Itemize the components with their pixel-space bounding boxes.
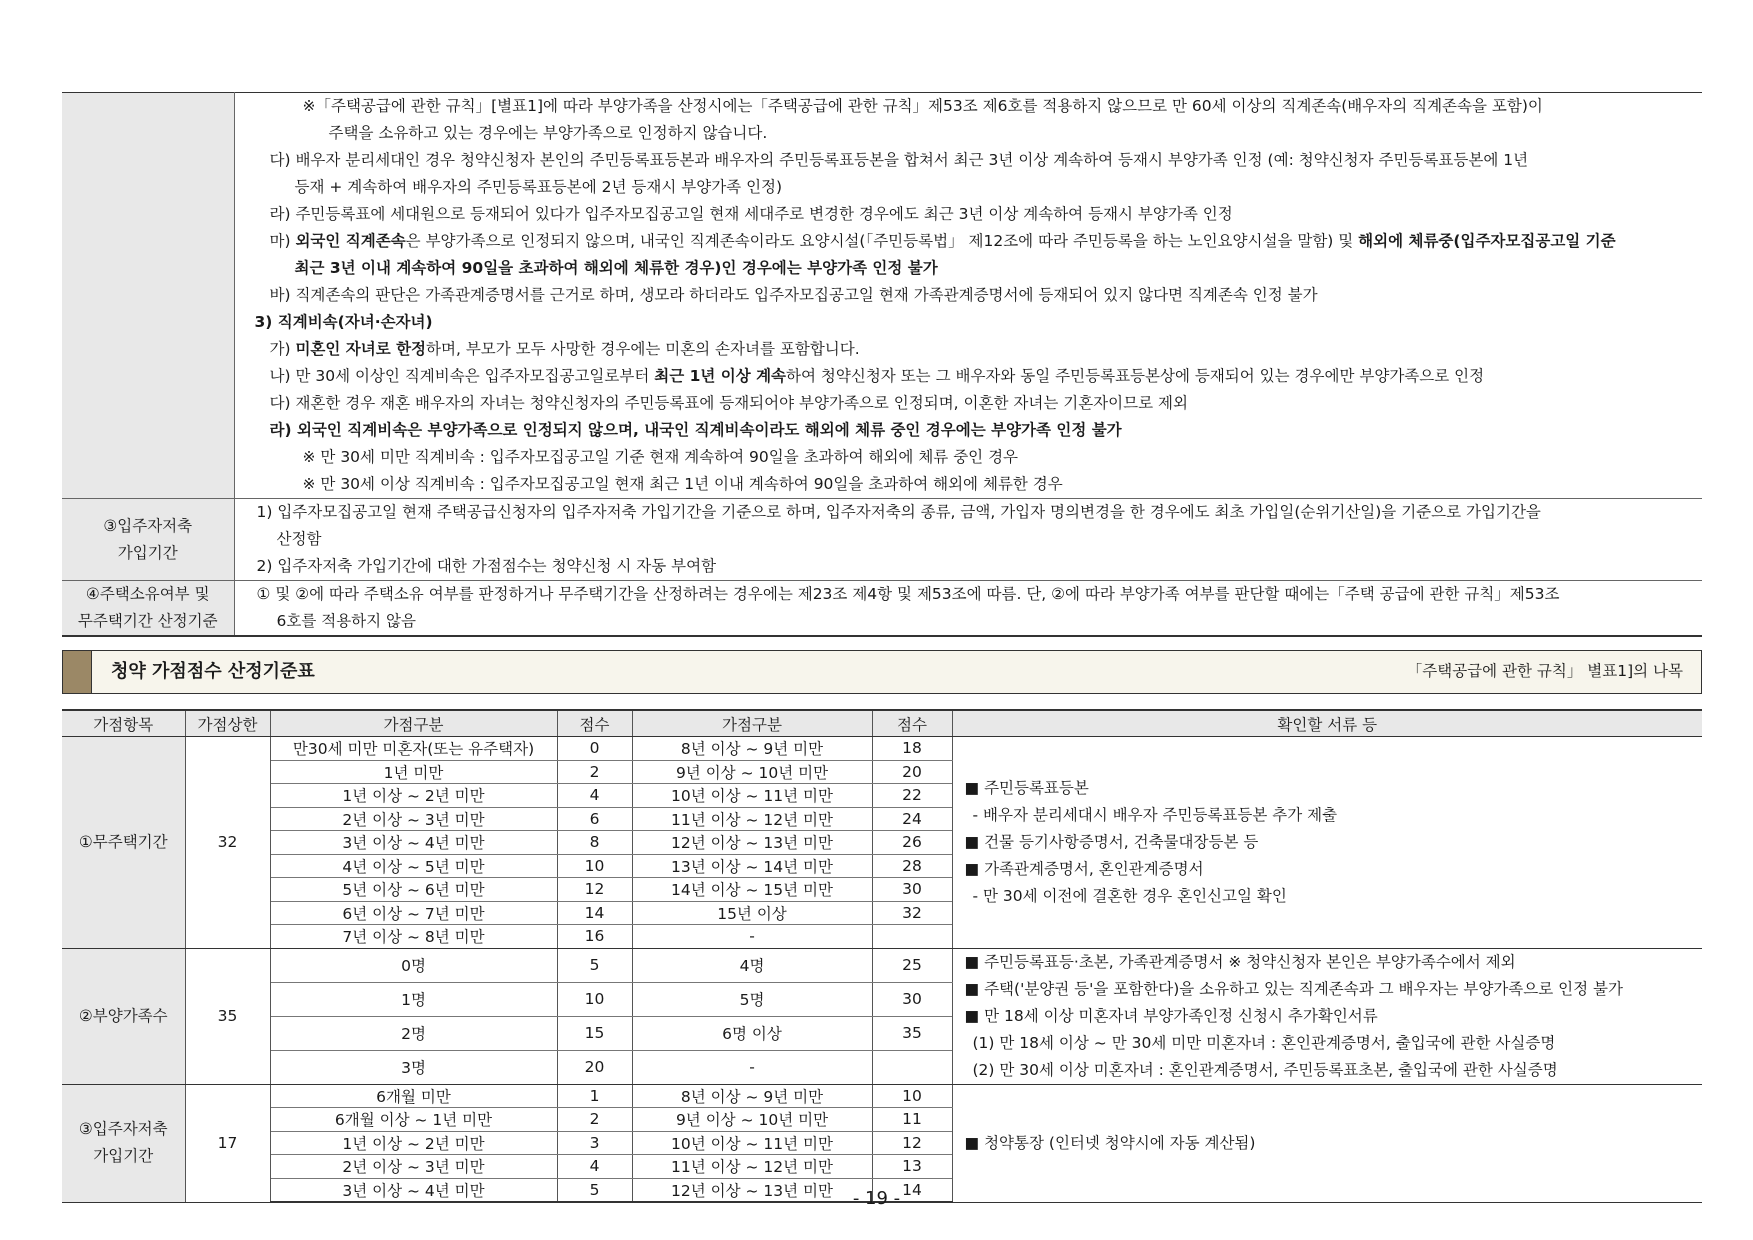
document-line: (1) 만 18세 이상 ~ 만 30세 미만 미혼자녀 : 혼인관계증명서, 출입국에 관한 사실증명 <box>972 1033 1556 1052</box>
rule-da-cont: 등재 + 계속하여 배우자의 주민등록표등본에 2년 등재시 부양가족 인정) <box>294 178 783 196</box>
cell-score-a: 6 <box>557 807 632 831</box>
cell-score-a: 14 <box>557 901 632 925</box>
ownership-label <box>62 581 234 637</box>
documents-cell <box>952 737 1702 949</box>
cell-score-b: 14 <box>872 1178 952 1202</box>
cell-score-b: 24 <box>872 807 952 831</box>
document-line: - 만 30세 이전에 결혼한 경우 혼인신고일 확인 <box>972 886 1287 905</box>
score-item-label-line: ③입주자저축 <box>78 1120 168 1138</box>
cell-category-b: 11년 이상 ~ 12년 미만 <box>632 1155 872 1179</box>
cell-category-b: 8년 이상 ~ 9년 미만 <box>632 737 872 761</box>
document-line: (2) 만 30세 이상 미혼자녀 : 혼인관계증명서, 주민등록표초본, 출입국에 관한 사실증명 <box>972 1060 1558 1079</box>
score-table <box>62 709 1702 1203</box>
cell-score-b: 30 <box>872 982 952 1016</box>
section-reference: 「주택공급에 관한 규칙」 별표1]의 나목 <box>1406 662 1683 680</box>
header-cap: 가점상한 <box>185 710 270 737</box>
note-under-30: ※ 만 30세 미만 직계비속 : 입주자모집공고일 기준 현재 계속하여 90일을 초과하여 해외에 체류 중인 경우 <box>302 448 1019 466</box>
cell-category-b: 13년 이상 ~ 14년 미만 <box>632 854 872 878</box>
header-item: 가점항목 <box>62 710 185 737</box>
header-documents: 확인할 서류 등 <box>952 710 1702 737</box>
score-item-label <box>62 737 185 949</box>
cell-score-b <box>872 1050 952 1084</box>
cell-score-a: 5 <box>557 948 632 982</box>
cell-category-a: 3년 이상 ~ 4년 미만 <box>270 831 557 855</box>
dependents-rules-cell <box>234 93 1702 499</box>
cell-category-a: 0명 <box>270 948 557 982</box>
savings-rules-cell <box>234 499 1702 581</box>
cell-category-a: 3년 이상 ~ 4년 미만 <box>270 1178 557 1202</box>
cell-category-a: 2명 <box>270 1016 557 1050</box>
cell-category-b: 9년 이상 ~ 10년 미만 <box>632 1108 872 1132</box>
document-line: ■ 주택('분양권 등'을 포함한다)을 소유하고 있는 직계존속과 그 배우자는 부양가족으로 인정 불가 <box>964 979 1623 998</box>
cell-category-b: - <box>632 1050 872 1084</box>
cell-category-a: 7년 이상 ~ 8년 미만 <box>270 925 557 949</box>
cell-score-a: 12 <box>557 878 632 902</box>
rule-ba: 바) 직계존속의 판단은 가족관계증명서를 근거로 하며, 생모라 하더라도 입주자모집공고일 현재 가족관계증명서에 등재되어 있지 않다면 직계존속 인정 불가 <box>269 286 1318 304</box>
rule-ga2: 가) 미혼인 자녀로 한정하며, 부모가 모두 사망한 경우에는 미혼의 손자녀를 포함합니다. <box>269 340 860 358</box>
cell-score-a: 1 <box>557 1084 632 1108</box>
score-table-header <box>62 710 1702 737</box>
cell-category-a: 1명 <box>270 982 557 1016</box>
cell-category-a: 1년 이상 ~ 2년 미만 <box>270 784 557 808</box>
rule-ma-cont: 최근 3년 이내 계속하여 90일을 초과하여 해외에 체류한 경우)인 경우에는 부양가족 인정 불가 <box>294 259 938 277</box>
cell-score-a: 5 <box>557 1178 632 1202</box>
score-cap: 32 <box>185 737 270 949</box>
section-marker <box>63 651 92 693</box>
score-item-label <box>62 948 185 1084</box>
header-score-b: 점수 <box>872 710 952 737</box>
cell-category-b: 9년 이상 ~ 10년 미만 <box>632 760 872 784</box>
cell-category-a: 2년 이상 ~ 3년 미만 <box>270 807 557 831</box>
cell-score-a: 10 <box>557 982 632 1016</box>
rule-da2: 다) 재혼한 경우 재혼 배우자의 자녀는 청약신청자의 주민등록표에 등재되어야 부양가족으로 인정되며, 이혼한 자녀는 기혼자이므로 제외 <box>269 394 1188 412</box>
cell-category-b: 4명 <box>632 948 872 982</box>
cell-category-b: 10년 이상 ~ 11년 미만 <box>632 1131 872 1155</box>
cell-category-a: 1년 미만 <box>270 760 557 784</box>
cell-category-b: 12년 이상 ~ 13년 미만 <box>632 831 872 855</box>
cell-category-b: 10년 이상 ~ 11년 미만 <box>632 784 872 808</box>
cell-score-a: 4 <box>557 1155 632 1179</box>
document-line: ■ 가족관계증명서, 혼인관계증명서 <box>964 859 1204 878</box>
rule-ra: 라) 주민등록표에 세대원으로 등재되어 있다가 입주자모집공고일 현재 세대주로 변경한 경우에도 최근 3년 이상 계속하여 등재시 부양가족 인정 <box>269 205 1233 223</box>
cell-score-a: 20 <box>557 1050 632 1084</box>
savings-rule-2: 2) 입주자저축 가입기간에 대한 가점점수는 청약신청 시 자동 부여함 <box>256 557 717 575</box>
cell-category-a: 4년 이상 ~ 5년 미만 <box>270 854 557 878</box>
cell-category-a: 6개월 미만 <box>270 1084 557 1108</box>
rule-da: 다) 배우자 분리세대인 경우 청약신청자 본인의 주민등록표등본과 배우자의 주민등록표등본을 합쳐서 최근 3년 이상 계속하여 등재시 부양가족 인정 (예: 청약신청자 주민등록표등본에 1년 <box>269 151 1529 169</box>
cell-score-b: 10 <box>872 1084 952 1108</box>
section-title: 청약 가점점수 산정기준표 <box>111 661 315 682</box>
rule-ma: 마) 외국인 직계존속은 부양가족으로 인정되지 않으며, 내국인 직계존속이라도 요양시설(「주민등록법」 제12조에 따라 주민등록을 하는 노인요양시설을 말함) 및 해외에 체류중(입주자모집공고일 기준 <box>269 232 1616 250</box>
documents-cell <box>952 1084 1702 1202</box>
cell-score-a: 8 <box>557 831 632 855</box>
cell-score-a: 10 <box>557 854 632 878</box>
document-line: ■ 만 18세 이상 미혼자녀 부양가족인정 신청시 추가확인서류 <box>964 1006 1378 1025</box>
table-row <box>62 1084 1702 1108</box>
document-line: ■ 건물 등기사항증명서, 건축물대장등본 등 <box>964 832 1259 851</box>
cell-score-b: 30 <box>872 878 952 902</box>
document-line: - 배우자 분리세대시 배우자 주민등록표등본 추가 제출 <box>972 805 1338 824</box>
ownership-label-line1: ④주택소유여부 및 <box>85 585 210 603</box>
cell-score-b: 18 <box>872 737 952 761</box>
ownership-rule-cont: 6호를 적용하지 않음 <box>276 612 417 630</box>
documents-cell <box>952 948 1702 1084</box>
cell-category-a: 6년 이상 ~ 7년 미만 <box>270 901 557 925</box>
cell-score-a: 2 <box>557 760 632 784</box>
page-number: - 19 - <box>852 1188 901 1209</box>
savings-label-line1: ③입주자저축 <box>103 516 193 535</box>
cell-category-b: 11년 이상 ~ 12년 미만 <box>632 807 872 831</box>
cell-score-b: 11 <box>872 1108 952 1132</box>
ownership-label-line2: 무주택기간 산정기준 <box>77 612 218 630</box>
cell-score-b: 13 <box>872 1155 952 1179</box>
cell-category-b: 15년 이상 <box>632 901 872 925</box>
cell-score-a: 15 <box>557 1016 632 1050</box>
cell-category-a: 6개월 이상 ~ 1년 미만 <box>270 1108 557 1132</box>
cell-score-a: 0 <box>557 737 632 761</box>
cell-score-b: 32 <box>872 901 952 925</box>
cell-score-b: 28 <box>872 854 952 878</box>
cell-score-b: 20 <box>872 760 952 784</box>
cell-score-a: 16 <box>557 925 632 949</box>
cell-score-a: 4 <box>557 784 632 808</box>
table-row <box>62 948 1702 982</box>
savings-label <box>62 499 234 581</box>
rule-na2: 나) 만 30세 이상인 직계비속은 입주자모집공고일로부터 최근 1년 이상 계속하여 청약신청자 또는 그 배우자와 동일 주민등록표등본상에 등재되어 있는 경우에만 부양가족으로 인정 <box>269 367 1485 385</box>
score-item-label <box>62 1084 185 1202</box>
rules-table <box>62 92 1702 637</box>
table-row <box>62 737 1702 761</box>
dependents-note: ※「주택공급에 관한 규칙」[별표1]에 따라 부양가족을 산정시에는「주택공급에 관한 규칙」제53조 제6호를 적용하지 않으므로 만 60세 이상의 직계존속(배우자의 직계존속을 포함)이 <box>302 97 1543 115</box>
document-line: ■ 주민등록표등본 <box>964 778 1089 797</box>
cell-score-b: 22 <box>872 784 952 808</box>
note-over-30: ※ 만 30세 이상 직계비속 : 입주자모집공고일 현재 최근 1년 이내 계속하여 90일을 초과하여 해외에 체류한 경우 <box>302 475 1063 493</box>
cell-category-a: 만30세 미만 미혼자(또는 유주택자) <box>270 737 557 761</box>
score-cap: 17 <box>185 1084 270 1202</box>
cell-category-b: 12년 이상 ~ 13년 미만 <box>632 1178 872 1202</box>
cell-category-a: 1년 이상 ~ 2년 미만 <box>270 1131 557 1155</box>
cell-category-a: 2년 이상 ~ 3년 미만 <box>270 1155 557 1179</box>
dependents-note-cont: 주택을 소유하고 있는 경우에는 부양가족으로 인정하지 않습니다. <box>328 124 768 142</box>
ownership-rules-cell <box>234 581 1702 637</box>
cell-category-b: 14년 이상 ~ 15년 미만 <box>632 878 872 902</box>
savings-rule-1: 1) 입주자모집공고일 현재 주택공급신청자의 입주자저축 가입기간을 기준으로 하며, 입주자저축의 종류, 금액, 가입자 명의변경을 한 경우에도 최초 가입일(순위기산일)을 기준으로 가입기간을 <box>256 503 1541 521</box>
header-category-b: 가점구분 <box>632 710 872 737</box>
cell-category-b: 6명 이상 <box>632 1016 872 1050</box>
savings-label-line2: 가입기간 <box>117 543 178 562</box>
cell-score-b: 25 <box>872 948 952 982</box>
score-item-label-line: ②부양가족수 <box>78 1006 168 1025</box>
cell-score-b <box>872 925 952 949</box>
cell-category-b: 5명 <box>632 982 872 1016</box>
document-line: ■ 청약통장 (인터넷 청약시에 자동 계산됨) <box>964 1133 1256 1152</box>
document-line: ■ 주민등록표등·초본, 가족관계증명서 ※ 청약신청자 본인은 부양가족수에서 제외 <box>964 952 1516 971</box>
score-cap: 35 <box>185 948 270 1084</box>
descendants-heading: 3) 직계비속(자녀·손자녀) <box>254 313 433 331</box>
cell-category-a: 3명 <box>270 1050 557 1084</box>
cell-category-b: - <box>632 925 872 949</box>
cell-score-b: 12 <box>872 1131 952 1155</box>
cell-score-a: 3 <box>557 1131 632 1155</box>
rule-ra2: 라) 외국인 직계비속은 부양가족으로 인정되지 않으며, 내국인 직계비속이라도 해외에 체류 중인 경우에는 부양가족 인정 불가 <box>269 421 1122 439</box>
cell-score-b: 35 <box>872 1016 952 1050</box>
score-item-label-line: ①무주택기간 <box>78 832 168 851</box>
ownership-rule: ① 및 ②에 따라 주택소유 여부를 판정하거나 무주택기간을 산정하려는 경우에는 제23조 제4항 및 제53조에 따름. 단, ②에 따라 부양가족 여부를 판단할 때에는「주택 공급에 관한 규칙」제53조 <box>256 585 1560 603</box>
rules-label-empty <box>62 93 234 499</box>
cell-category-a: 5년 이상 ~ 6년 미만 <box>270 878 557 902</box>
header-score-a: 점수 <box>557 710 632 737</box>
section-header <box>62 650 1702 694</box>
savings-rule-1-cont: 산정함 <box>276 530 322 548</box>
cell-score-b: 26 <box>872 831 952 855</box>
cell-score-a: 2 <box>557 1108 632 1132</box>
cell-category-b: 8년 이상 ~ 9년 미만 <box>632 1084 872 1108</box>
score-item-label-line: 가입기간 <box>93 1147 154 1165</box>
header-category-a: 가점구분 <box>270 710 557 737</box>
